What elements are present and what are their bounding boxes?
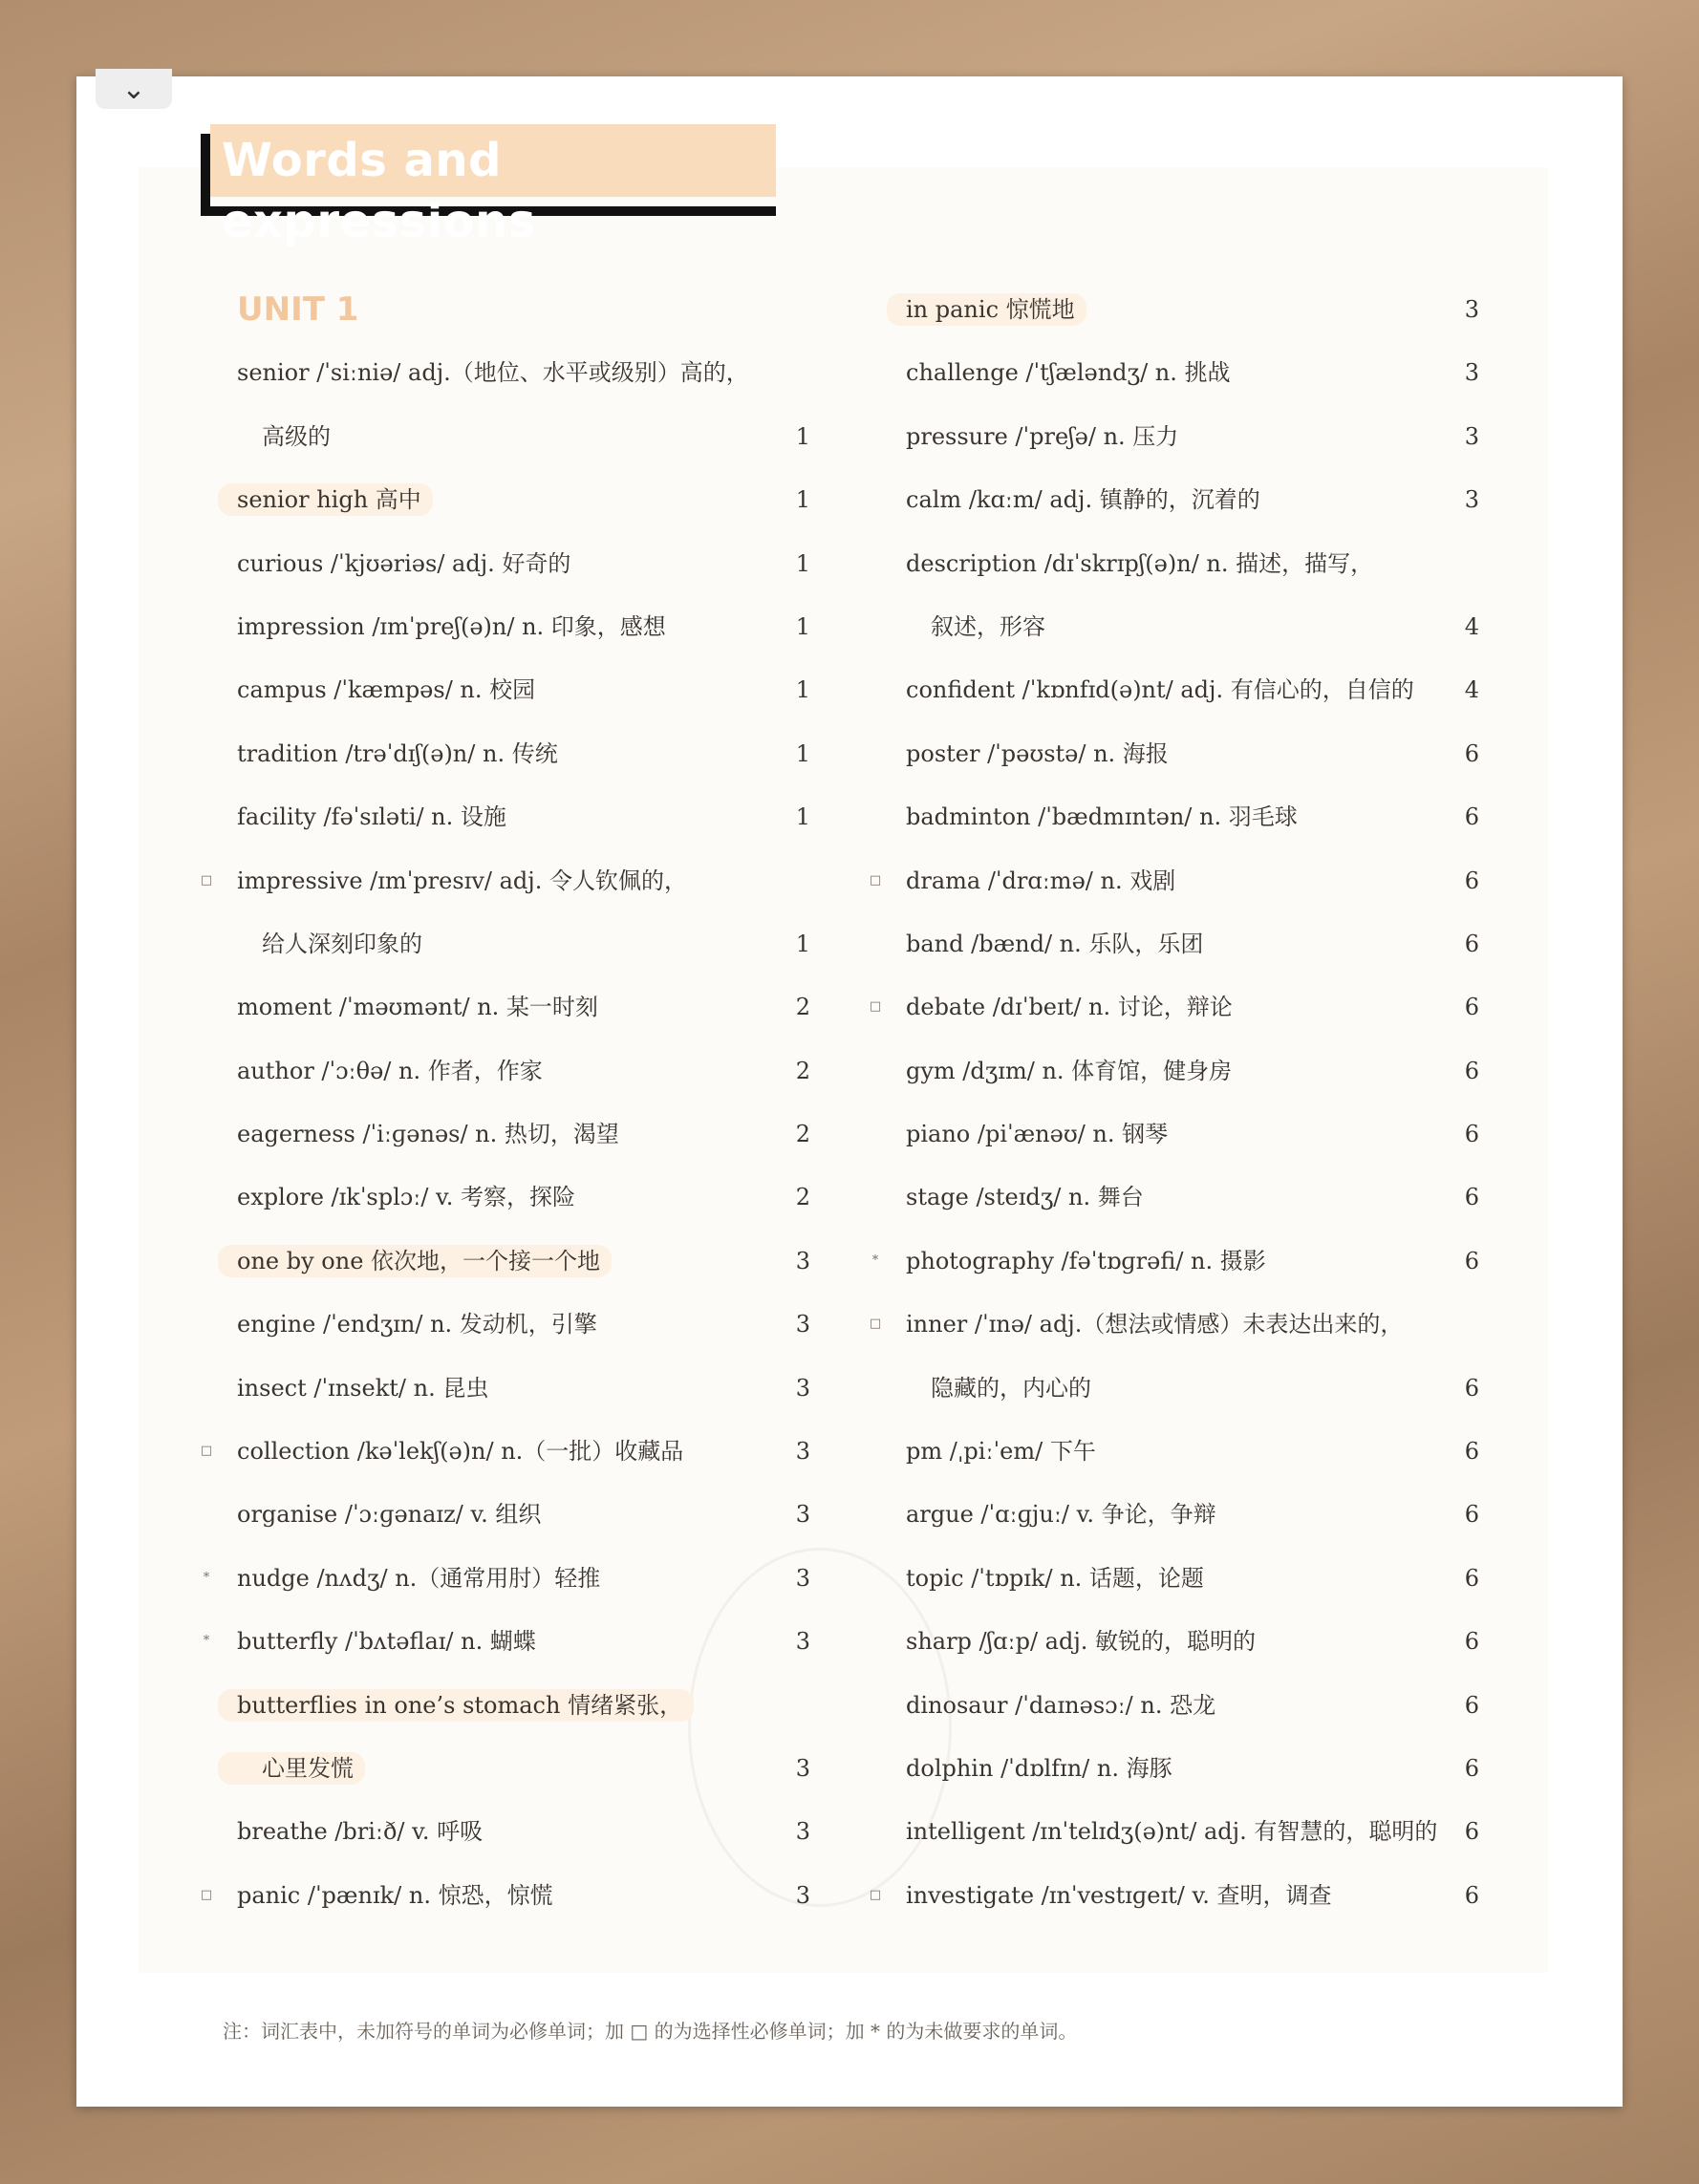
entry-marker: □ <box>200 872 213 888</box>
entry-marker: * <box>871 1253 879 1268</box>
vocab-entry <box>218 1357 810 1420</box>
vocab-entry <box>887 658 1479 721</box>
entry-text: 隐藏的，内心的 <box>931 1374 1091 1402</box>
entry-marker: □ <box>869 999 882 1015</box>
vocab-entry <box>887 912 1479 975</box>
entry-page-number: 3 <box>795 1564 810 1592</box>
vocab-entry <box>200 1864 810 1927</box>
vocab-entry <box>869 849 1479 912</box>
entry-text: engine /ˈendʒɪn/ n. 发动机，引擎 <box>237 1311 597 1338</box>
vocab-entry <box>218 658 810 721</box>
entry-text: investigate /ɪnˈvestɪɡeɪt/ v. 查明，调查 <box>906 1881 1332 1909</box>
vocab-entry <box>203 1610 810 1673</box>
vocab-entry <box>887 595 1479 658</box>
entry-text: badminton /ˈbædmɪntən/ n. 羽毛球 <box>906 803 1298 831</box>
entry-marker: □ <box>869 872 882 888</box>
entry-page-number: 6 <box>1464 1438 1479 1466</box>
entry-text: photography /fəˈtɒɡrəfi/ n. 摄影 <box>906 1247 1266 1274</box>
entry-page-number: 1 <box>795 486 810 514</box>
entry-marker: □ <box>869 1317 882 1332</box>
vocab-entry <box>218 468 810 531</box>
entry-text: curious /ˈkjʊəriəs/ adj. 好奇的 <box>237 549 571 577</box>
entry-marker: * <box>203 1570 210 1585</box>
entry-marker: * <box>203 1634 210 1649</box>
entry-text: nudge /nʌdʒ/ n.（通常用肘）轻推 <box>237 1564 601 1592</box>
entry-page-number: 3 <box>1464 486 1479 514</box>
entry-text: 高级的 <box>262 422 331 450</box>
right-column <box>869 278 1479 1927</box>
section-title <box>210 124 776 248</box>
vocab-entry <box>887 405 1479 468</box>
vocab-entry <box>887 1610 1479 1673</box>
vocab-entry <box>887 1357 1479 1420</box>
entry-page-number: 3 <box>1464 422 1479 450</box>
entry-text: drama /ˈdrɑːmə/ n. 戏剧 <box>906 867 1176 894</box>
vocab-entry <box>887 785 1479 848</box>
vocab-entry <box>218 532 810 595</box>
entry-text: argue /ˈɑːɡjuː/ v. 争论，争辩 <box>906 1501 1216 1529</box>
vocab-entry <box>218 1737 810 1800</box>
entry-page-number: 6 <box>1464 739 1479 767</box>
page-title: Words and expressions <box>210 124 776 197</box>
entry-page-number: 6 <box>1464 1628 1479 1656</box>
entry-text: band /bænd/ n. 乐队，乐团 <box>906 930 1204 957</box>
entry-page-number: 2 <box>795 1121 810 1148</box>
entry-page-number: 6 <box>1464 930 1479 957</box>
entry-marker: □ <box>200 1887 213 1902</box>
entry-text: butterfly /ˈbʌtəflaɪ/ n. 蝴蝶 <box>237 1628 536 1656</box>
entry-page-number: 3 <box>795 1881 810 1909</box>
entry-text: sharp /ʃɑːp/ adj. 敏锐的，聪明的 <box>906 1628 1257 1656</box>
entry-page-number: 3 <box>795 1754 810 1782</box>
vocab-entry <box>218 1166 810 1229</box>
entry-page-number: 2 <box>795 1184 810 1211</box>
entry-text: 心里发慌 <box>218 1752 365 1785</box>
entry-page-number: 6 <box>1464 1184 1479 1211</box>
entry-text: 给人深刻印象的 <box>262 930 422 957</box>
entry-text: one by one 依次地，一个接一个地 <box>218 1245 612 1277</box>
entry-text: pm /ˌpiːˈem/ 下午 <box>906 1438 1096 1466</box>
entry-page-number: 1 <box>795 549 810 577</box>
entry-marker: □ <box>869 1887 882 1902</box>
entry-page-number: 6 <box>1464 1818 1479 1846</box>
vocab-entry <box>887 468 1479 531</box>
vocab-entry <box>200 1420 810 1483</box>
vocab-entry <box>887 1420 1479 1483</box>
entry-text: 叙述，形容 <box>931 612 1045 640</box>
entry-page-number: 1 <box>795 930 810 957</box>
entry-page-number: 4 <box>1464 676 1479 704</box>
vocab-entry <box>218 912 810 975</box>
entry-text: senior high 高中 <box>218 483 433 516</box>
entry-page-number: 6 <box>1464 867 1479 894</box>
entry-text: tradition /trəˈdɪʃ(ə)n/ n. 传统 <box>237 739 558 767</box>
vocab-entry <box>218 1293 810 1356</box>
vocab-entry <box>218 722 810 785</box>
entry-page-number: 3 <box>795 1438 810 1466</box>
entry-text: challenge /ˈtʃæləndʒ/ n. 挑战 <box>906 359 1231 387</box>
vocab-entry <box>887 278 1479 341</box>
entry-page-number: 3 <box>795 1628 810 1656</box>
vocab-entry <box>887 1483 1479 1546</box>
vocab-entry <box>218 1230 810 1293</box>
entry-page-number: 1 <box>795 422 810 450</box>
entry-page-number: 6 <box>1464 1754 1479 1782</box>
vocab-entry <box>218 1483 810 1546</box>
entry-text: poster /ˈpəʊstə/ n. 海报 <box>906 739 1169 767</box>
vocab-entry <box>887 1103 1479 1166</box>
vocab-entry <box>869 1293 1479 1356</box>
unit-heading <box>218 278 810 341</box>
chevron-down-icon: ⌄ <box>121 72 146 106</box>
vocab-entry <box>203 1547 810 1610</box>
vocab-entry <box>218 1800 810 1863</box>
collapse-button[interactable] <box>96 69 172 109</box>
entry-text: explore /ɪkˈsplɔː/ v. 考察，探险 <box>237 1184 575 1211</box>
entry-page-number: 3 <box>1464 296 1479 323</box>
entry-page-number: 2 <box>795 1057 810 1084</box>
entry-page-number: 6 <box>1464 1374 1479 1402</box>
entry-text: campus /ˈkæmpəs/ n. 校园 <box>237 676 536 704</box>
vocab-entry <box>887 1166 1479 1229</box>
entry-text: calm /kɑːm/ adj. 镇静的，沉着的 <box>906 486 1260 514</box>
entry-text: organise /ˈɔːɡənaɪz/ v. 组织 <box>237 1501 542 1529</box>
vocab-entry <box>218 1103 810 1166</box>
entry-page-number: 4 <box>1464 612 1479 640</box>
vocab-entry <box>887 1674 1479 1737</box>
entry-page-number: 6 <box>1464 1691 1479 1719</box>
entry-page-number: 6 <box>1464 1247 1479 1274</box>
entry-text: insect /ˈɪnsekt/ n. 昆虫 <box>237 1374 489 1402</box>
entry-text: UNIT 1 <box>237 290 359 329</box>
entry-text: inner /ˈɪnə/ adj.（想法或情感）未表达出来的， <box>906 1311 1404 1338</box>
entry-page-number: 1 <box>795 612 810 640</box>
entry-text: author /ˈɔːθə/ n. 作者，作家 <box>237 1057 543 1084</box>
entry-text: intelligent /ɪnˈtelɪdʒ(ə)nt/ adj. 有智慧的，聪明的 <box>906 1818 1438 1846</box>
entry-text: senior /ˈsiːniə/ adj.（地位、水平或级别）高的， <box>237 359 749 387</box>
entry-text: debate /dɪˈbeɪt/ n. 讨论，辩论 <box>906 994 1233 1021</box>
entry-page-number: 6 <box>1464 1057 1479 1084</box>
left-column <box>200 278 810 1927</box>
entry-page-number: 3 <box>795 1501 810 1529</box>
entry-page-number: 6 <box>1464 1881 1479 1909</box>
vocab-entry <box>218 341 810 404</box>
entry-text: in panic 惊慌地 <box>887 293 1086 326</box>
entry-page-number: 6 <box>1464 1564 1479 1592</box>
vocab-entry <box>871 1230 1479 1293</box>
entry-page-number: 3 <box>795 1818 810 1846</box>
entry-text: description /dɪˈskrɪpʃ(ə)n/ n. 描述，描写， <box>906 549 1374 577</box>
vocab-entry <box>218 595 810 658</box>
entry-text: dinosaur /ˈdaɪnəsɔː/ n. 恐龙 <box>906 1691 1216 1719</box>
entry-text: collection /kəˈlekʃ(ə)n/ n.（一批）收藏品 <box>237 1438 684 1466</box>
entry-page-number: 1 <box>795 739 810 767</box>
entry-page-number: 1 <box>795 676 810 704</box>
entry-text: breathe /briːð/ v. 呼吸 <box>237 1818 484 1846</box>
entry-text: confident /ˈkɒnfɪd(ə)nt/ adj. 有信心的，自信的 <box>906 676 1414 704</box>
entry-page-number: 6 <box>1464 994 1479 1021</box>
vocab-entry <box>887 1800 1479 1863</box>
vocab-entry <box>887 1547 1479 1610</box>
entry-page-number: 6 <box>1464 1121 1479 1148</box>
entry-text: panic /ˈpænɪk/ n. 惊恐，惊慌 <box>237 1881 553 1909</box>
entry-page-number: 3 <box>795 1311 810 1338</box>
entry-page-number: 2 <box>795 994 810 1021</box>
vocab-entry <box>218 1674 810 1737</box>
entry-text: eagerness /ˈiːɡənəs/ n. 热切，渴望 <box>237 1121 619 1148</box>
entry-text: piano /piˈænəʊ/ n. 钢琴 <box>906 1121 1169 1148</box>
vocab-entry <box>218 785 810 848</box>
vocab-entry <box>887 341 1479 404</box>
entry-text: facility /fəˈsɪləti/ n. 设施 <box>237 803 506 831</box>
vocab-entry <box>869 975 1479 1038</box>
vocab-entry <box>887 532 1479 595</box>
vocab-entry <box>218 405 810 468</box>
entry-text: topic /ˈtɒpɪk/ n. 话题，论题 <box>906 1564 1204 1592</box>
entry-text: impressive /ɪmˈpresɪv/ adj. 令人钦佩的， <box>237 867 687 894</box>
entry-text: impression /ɪmˈpreʃ(ə)n/ n. 印象，感想 <box>237 612 666 640</box>
entry-page-number: 3 <box>795 1247 810 1274</box>
vocab-entry <box>887 1039 1479 1103</box>
vocab-entry <box>200 849 810 912</box>
entry-text: pressure /ˈpreʃə/ n. 压力 <box>906 422 1179 450</box>
vocab-entry <box>218 1039 810 1103</box>
vocab-entry <box>218 975 810 1038</box>
entry-page-number: 6 <box>1464 803 1479 831</box>
vocab-entry <box>887 1737 1479 1800</box>
entry-text: dolphin /ˈdɒlfɪn/ n. 海豚 <box>906 1754 1172 1782</box>
entry-text: gym /dʒɪm/ n. 体育馆，健身房 <box>906 1057 1233 1084</box>
entry-page-number: 6 <box>1464 1501 1479 1529</box>
footnote: 注：词汇表中，未加符号的单词为必修单词；加 □ 的为选择性必修单词；加 * 的为未做要求的单词。 <box>223 2020 1078 2043</box>
vocab-entry <box>887 722 1479 785</box>
entry-marker: □ <box>200 1444 213 1459</box>
entry-page-number: 3 <box>795 1374 810 1402</box>
entry-page-number: 1 <box>795 803 810 831</box>
vocab-entry <box>869 1864 1479 1927</box>
entry-text: stage /steɪdʒ/ n. 舞台 <box>906 1184 1144 1211</box>
entry-page-number: 3 <box>1464 359 1479 387</box>
entry-text: moment /ˈməʊmənt/ n. 某一时刻 <box>237 994 598 1021</box>
entry-text: butterflies in one’s stomach 情绪紧张， <box>218 1689 694 1722</box>
